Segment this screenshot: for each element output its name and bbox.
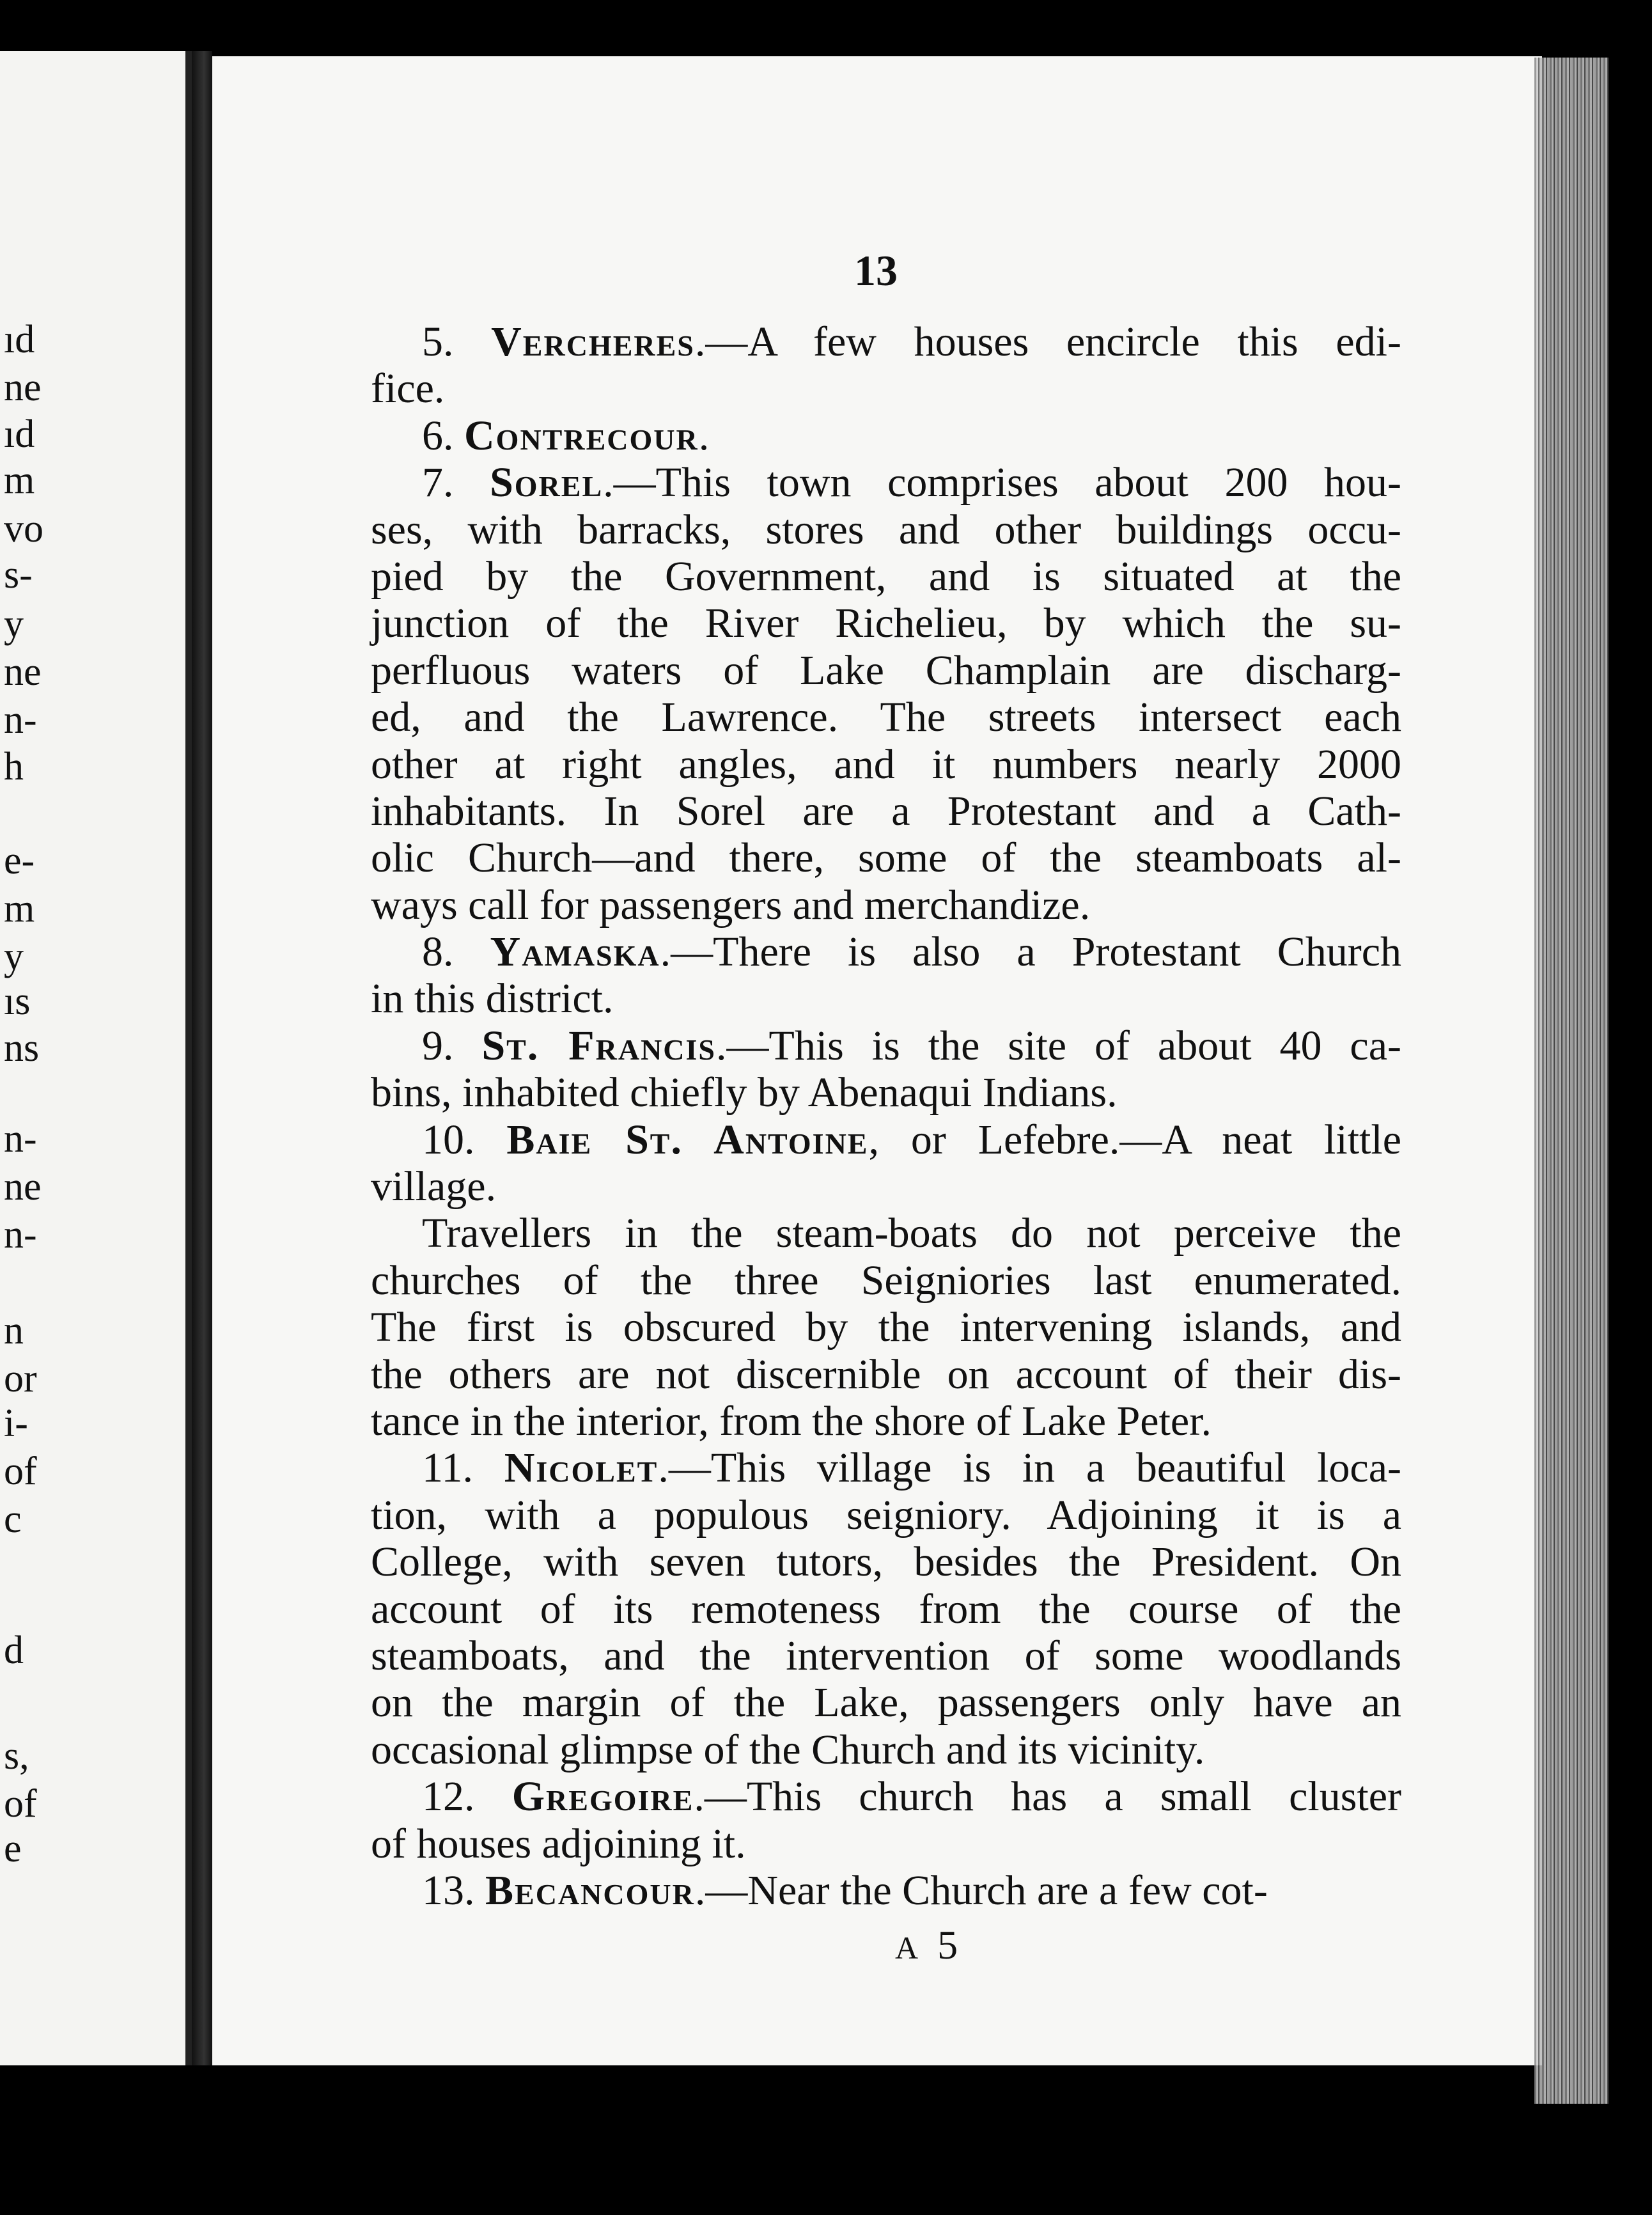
line-text: steamboats, and the intervention of some woodlands bbox=[371, 1632, 1401, 1679]
entry-line bbox=[371, 647, 1401, 694]
facing-page-text-fragment: ıd bbox=[4, 412, 35, 456]
entry-number: 10. bbox=[422, 1116, 507, 1163]
page-body-text bbox=[371, 318, 1401, 1914]
line-text: inhabitants. In Sorel are a Protestant and a Cath- bbox=[371, 787, 1401, 834]
facing-page-text-fragment: e bbox=[4, 1827, 22, 1870]
signature-letter: A bbox=[895, 1930, 919, 1966]
page-number: 13 bbox=[854, 246, 898, 295]
entry-line bbox=[371, 788, 1401, 834]
line-text: .—There is also a Protestant Church bbox=[660, 928, 1402, 976]
line-text: ed, and the Lawrence. The streets intersect each bbox=[371, 694, 1401, 741]
facing-page-text-fragment: of bbox=[4, 1450, 37, 1493]
line-text: occasional glimpse of the Church and its vicinity. bbox=[371, 1726, 1205, 1773]
place-name: Contrecour bbox=[464, 412, 699, 459]
entry-first-line bbox=[371, 412, 1401, 459]
line-text: in this district. bbox=[371, 975, 614, 1022]
line-text: tion, with a populous seigniory. Adjoining it is a bbox=[371, 1491, 1401, 1538]
entry-number: 5. bbox=[422, 318, 492, 365]
entry-first-line bbox=[371, 1867, 1401, 1914]
entry-number: 7. bbox=[422, 459, 490, 506]
line-text: .—This church has a small cluster bbox=[694, 1773, 1401, 1820]
entry-first-line bbox=[371, 1444, 1401, 1491]
entry-number: 12. bbox=[422, 1773, 512, 1820]
entry-line bbox=[371, 1304, 1401, 1350]
entry-line bbox=[371, 506, 1401, 553]
entry-line bbox=[371, 1492, 1401, 1538]
page-edge bbox=[1534, 58, 1609, 2104]
line-text: on the margin of the Lake, passengers only have an bbox=[371, 1679, 1401, 1726]
line-text: of houses adjoining it. bbox=[371, 1820, 746, 1867]
line-text: .—This is the site of about 40 ca- bbox=[716, 1022, 1402, 1069]
facing-page-text-fragment: n- bbox=[4, 1213, 37, 1256]
line-text: village. bbox=[371, 1163, 497, 1210]
place-name: Yamaska bbox=[490, 928, 660, 976]
entry-line bbox=[371, 1163, 1401, 1210]
line-text: .—Near the Church are a few cot- bbox=[694, 1867, 1268, 1914]
line-text: account of its remoteness from the course of the bbox=[371, 1585, 1401, 1632]
place-name: Becancour bbox=[485, 1867, 695, 1914]
facing-page-text-fragment: s, bbox=[4, 1734, 29, 1778]
book-gutter bbox=[192, 51, 212, 2065]
signature-number: 5 bbox=[937, 1922, 958, 1968]
place-name: Vercheres bbox=[491, 318, 695, 365]
entry-line bbox=[371, 1679, 1401, 1726]
place-name: St. Francis bbox=[481, 1022, 716, 1069]
entry-line bbox=[371, 365, 1401, 412]
place-name: Sorel bbox=[490, 459, 604, 506]
facing-page-text-fragment: of bbox=[4, 1782, 37, 1826]
entry-first-line bbox=[371, 1773, 1401, 1820]
entry-first-line bbox=[371, 928, 1401, 975]
facing-page-text-fragment: n bbox=[4, 1309, 24, 1352]
facing-page-text-fragment: i- bbox=[4, 1402, 28, 1445]
facing-page-text-fragment: ıs bbox=[4, 980, 31, 1023]
line-text: junction of the River Richelieu, by which the su- bbox=[371, 600, 1401, 647]
line-text: ses, with barracks, stores and other buildings occu- bbox=[371, 506, 1401, 553]
facing-page-text-fragment: ne bbox=[4, 366, 42, 409]
line-text: tance in the interior, from the shore of Lake Peter. bbox=[371, 1397, 1212, 1444]
line-text: . bbox=[698, 412, 710, 459]
facing-page-text-fragment: h bbox=[4, 745, 24, 788]
line-text: perfluous waters of Lake Champlain are discharg- bbox=[371, 646, 1401, 694]
entry-number: 6. bbox=[422, 412, 464, 459]
entry-number: 11. bbox=[422, 1444, 504, 1492]
line-text: Travellers in the steam-boats do not perceive the bbox=[422, 1210, 1401, 1257]
place-name: Nicolet bbox=[504, 1444, 658, 1492]
entry-number: 9. bbox=[422, 1022, 482, 1069]
entry-line bbox=[371, 1069, 1401, 1116]
facing-page-text-fragment: ns bbox=[4, 1026, 40, 1070]
line-text: fice. bbox=[371, 365, 445, 412]
entry-line bbox=[371, 1538, 1401, 1585]
facing-page-text-fragment: ıd bbox=[4, 318, 35, 361]
line-text: other at right angles, and it numbers nearly 2000 bbox=[371, 740, 1401, 788]
facing-page-text-fragment: n- bbox=[4, 1117, 37, 1161]
entry-line bbox=[371, 694, 1401, 740]
entry-first-line bbox=[371, 459, 1401, 506]
line-text: .—This village is in a beautiful loca- bbox=[658, 1444, 1401, 1492]
facing-page-text-fragment: n- bbox=[4, 698, 37, 742]
facing-page-text-fragment: d bbox=[4, 1629, 24, 1672]
facing-page-text-fragment: vo bbox=[4, 507, 43, 551]
facing-page-text-fragment: m bbox=[4, 887, 35, 930]
line-text: College, with seven tutors, besides the President. On bbox=[371, 1538, 1401, 1586]
entry-line bbox=[371, 1726, 1401, 1773]
entry-first-line bbox=[371, 1022, 1401, 1069]
line-text: The first is obscured by the intervening islands, and bbox=[371, 1304, 1401, 1351]
line-text: churches of the three Seigniories last enumerated. bbox=[371, 1256, 1401, 1304]
entry-line bbox=[371, 1257, 1401, 1304]
line-text: .—A few houses encircle this edi- bbox=[694, 318, 1401, 365]
facing-page-text-fragment: c bbox=[4, 1498, 22, 1541]
line-text: , or Lefebre.—A neat little bbox=[868, 1116, 1402, 1163]
entry-number: 13. bbox=[422, 1867, 485, 1914]
line-text: pied by the Government, and is situated at the bbox=[371, 552, 1401, 600]
line-text: ways call for passengers and merchandize. bbox=[371, 881, 1091, 928]
entry-line bbox=[371, 741, 1401, 788]
signature-mark bbox=[895, 1921, 958, 1969]
facing-page-text-fragment: ne bbox=[4, 650, 42, 694]
facing-page-text-fragment: y bbox=[4, 935, 24, 978]
facing-page-text-fragment: e- bbox=[4, 839, 35, 882]
entry-line bbox=[371, 882, 1401, 928]
entry-line bbox=[371, 553, 1401, 600]
entry-number: 8. bbox=[422, 928, 490, 976]
entry-line bbox=[371, 1820, 1401, 1867]
place-name: Gregoire bbox=[511, 1773, 694, 1820]
line-text: .—This town comprises about 200 hou- bbox=[603, 459, 1401, 506]
facing-page-text-fragment: m bbox=[4, 458, 35, 502]
facing-page-text-fragment: ne bbox=[4, 1165, 42, 1209]
place-name: Baie St. Antoine bbox=[506, 1116, 869, 1163]
entry-first-line bbox=[371, 318, 1401, 365]
entry-first-line bbox=[371, 1116, 1401, 1163]
facing-page-text-fragment: or bbox=[4, 1357, 37, 1400]
entry-line bbox=[371, 834, 1401, 881]
facing-page-fragment bbox=[0, 51, 192, 2065]
facing-page-text-fragment: s- bbox=[4, 553, 33, 597]
facing-page-text-fragment: y bbox=[4, 602, 24, 646]
line-text: the others are not discernible on account of their dis- bbox=[371, 1350, 1401, 1398]
line-text: olic Church—and there, some of the steamboats al- bbox=[371, 834, 1401, 882]
entry-line bbox=[371, 1351, 1401, 1398]
line-text: bins, inhabited chiefly by Abenaqui Indians. bbox=[371, 1069, 1118, 1116]
entry-line bbox=[371, 1586, 1401, 1632]
entry-first-line bbox=[371, 1210, 1401, 1256]
entry-line bbox=[371, 1632, 1401, 1679]
entry-line bbox=[371, 600, 1401, 646]
entry-line bbox=[371, 1398, 1401, 1444]
entry-line bbox=[371, 975, 1401, 1022]
